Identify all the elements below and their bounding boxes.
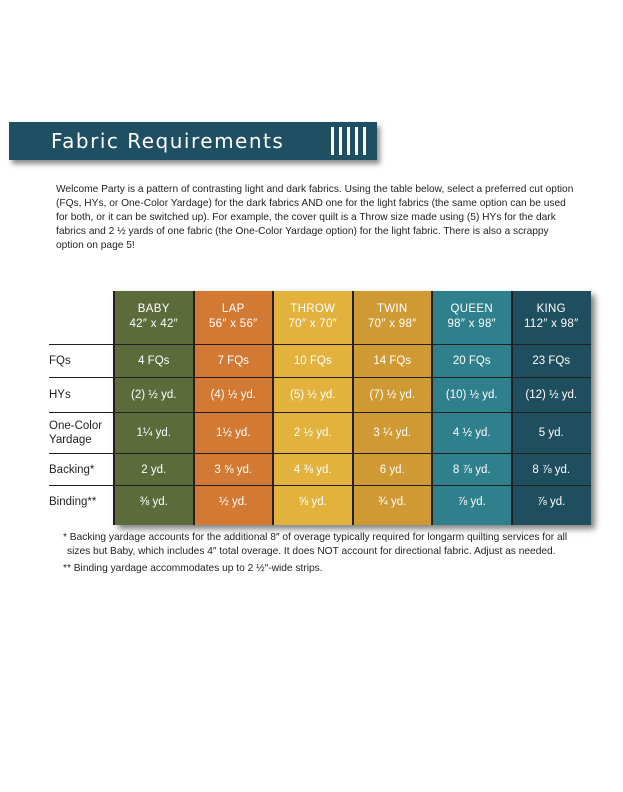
- column-divider: [511, 291, 513, 525]
- table-cell: (12) ½ yd.: [525, 389, 578, 401]
- size-dimensions: 70″ x 70″: [288, 318, 338, 330]
- stripe: [339, 127, 342, 155]
- table-cell: 14 FQs: [373, 355, 412, 367]
- size-name: KING: [536, 303, 566, 315]
- table-cell: ⅞ yd.: [537, 495, 566, 508]
- row-label: FQs: [49, 355, 71, 367]
- column-header: [432, 291, 512, 343]
- intro-paragraph: Welcome Party is a pattern of contrasting light and dark fabrics. Using the table below, select a preferred cut option (FQs, HYs, or One-Color Yardage) for the dark fabrics AND one for the light fabrics (the same option can be used for both, or it can be switched up). For example, the cover quilt is a Throw size made using (5) HYs for the dark fabrics and 2 ½ yards of one fabric (the One-Color Yardage option) for the light fabric. There is also a scrappy option on page 5!: [56, 184, 574, 251]
- row-label: HYs: [49, 389, 71, 401]
- column-header: [353, 291, 433, 343]
- table-cell: 2 yd.: [141, 463, 167, 476]
- table-cell: 1¼ yd.: [136, 427, 172, 439]
- stripe: [363, 127, 366, 155]
- column-king: [512, 291, 592, 525]
- table-cell: ⅝ yd.: [298, 495, 327, 508]
- column-queen: [432, 291, 512, 525]
- table-cell: 6 yd.: [379, 463, 405, 476]
- table-cell: 7 FQs: [217, 355, 249, 367]
- table-cell: 10 FQs: [293, 355, 332, 367]
- size-name: THROW: [290, 303, 336, 315]
- table-cell: (5) ½ yd.: [290, 389, 336, 401]
- table-cell: 4 ⅜ yd.: [293, 463, 332, 476]
- stripe: [347, 127, 350, 155]
- backing-footnote: * Backing yardage accounts for the additional 8″ of overage typically required for longarm quilting services for all sizes but Baby, which includes 4″ total overage. It does NOT account for directional fabric. Adjust as needed.: [63, 532, 568, 557]
- table-cell: 1½ yd.: [215, 427, 251, 439]
- banner-stripes-decoration: [331, 127, 366, 155]
- column-throw: [273, 291, 353, 525]
- size-dimensions: 42″ x 42″: [129, 318, 179, 330]
- column-divider: [352, 291, 354, 525]
- table-cell: (7) ½ yd.: [369, 389, 415, 401]
- column-header: [194, 291, 274, 343]
- size-dimensions: 98″ x 98″: [447, 318, 497, 330]
- column-header: [273, 291, 353, 343]
- size-name: TWIN: [376, 303, 408, 315]
- table-cell: 3 ¼ yd.: [373, 427, 412, 439]
- size-dimensions: 112″ x 98″: [524, 318, 579, 330]
- footnotes: [57, 531, 587, 576]
- column-twin: [353, 291, 433, 525]
- table-cell: (4) ½ yd.: [210, 389, 256, 401]
- column-header: [114, 291, 194, 343]
- row-label: Binding**: [49, 495, 97, 508]
- table-cell: ¾ yd.: [378, 495, 407, 508]
- table-cell: 2 ½ yd.: [293, 427, 332, 439]
- table-cell: 20 FQs: [452, 355, 491, 367]
- table-cell: (10) ½ yd.: [445, 389, 498, 401]
- binding-footnote: ** Binding yardage accommodates up to 2 ½″-wide strips.: [63, 563, 323, 574]
- row-label: Backing*: [49, 463, 95, 476]
- table-cell: 8 ⅞ yd.: [452, 463, 491, 476]
- column-lap: [194, 291, 274, 525]
- table-cell: 4 ½ yd.: [452, 427, 491, 439]
- column-divider: [272, 291, 274, 525]
- table-cell: 8 ⅞ yd.: [532, 463, 571, 476]
- column-divider: [193, 291, 195, 525]
- table-cell: (2) ½ yd.: [131, 389, 177, 401]
- table-cell: 3 ⅝ yd.: [214, 463, 253, 476]
- table-cell: 23 FQs: [532, 355, 571, 367]
- stripe: [355, 127, 358, 155]
- table-cell: 5 yd.: [538, 427, 564, 439]
- size-dimensions: 56″ x 56″: [208, 318, 258, 330]
- size-dimensions: 70″ x 98″: [367, 318, 417, 330]
- column-baby: [114, 291, 194, 525]
- column-divider: [431, 291, 433, 525]
- section-banner: [9, 122, 377, 160]
- size-name: LAP: [221, 303, 245, 315]
- row-label: One-Color Yardage: [49, 420, 103, 446]
- size-name: BABY: [137, 303, 170, 315]
- table-cell: 4 FQs: [138, 355, 170, 367]
- fabric-requirements-table: [49, 291, 591, 525]
- column-divider: [113, 291, 115, 525]
- table-cell: ⅜ yd.: [139, 495, 168, 508]
- section-title: Fabric Requirements: [51, 129, 285, 153]
- size-name: QUEEN: [450, 303, 493, 315]
- stripe: [331, 127, 334, 155]
- table-cell: ⅞ yd.: [457, 495, 486, 508]
- column-header: [512, 291, 592, 343]
- table-cell: ½ yd.: [219, 495, 248, 508]
